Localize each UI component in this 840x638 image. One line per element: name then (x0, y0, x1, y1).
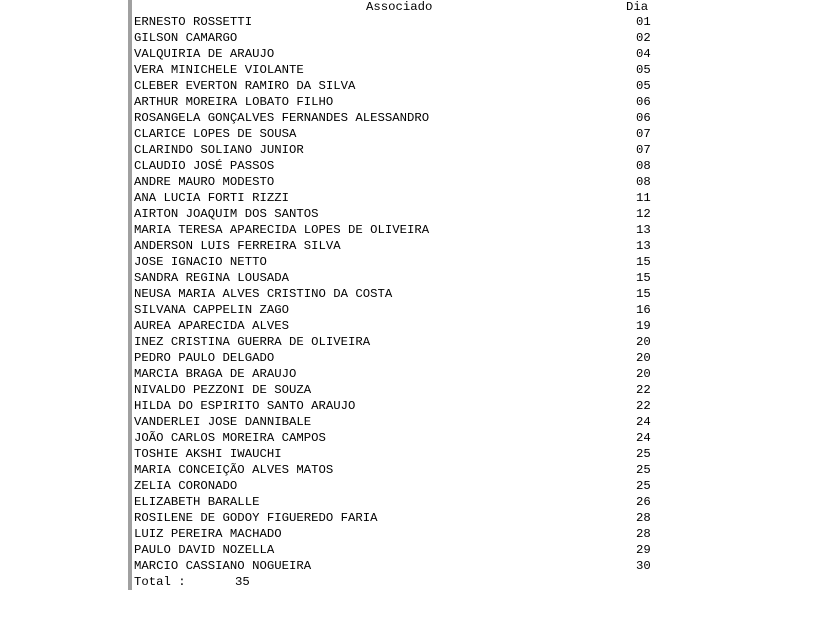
associado-name: ANA LUCIA FORTI RIZZI (134, 191, 289, 205)
dia-value: 20 (636, 367, 651, 381)
dia-value: 24 (636, 431, 651, 445)
dia-value: 08 (636, 159, 651, 173)
associado-name: MARIA TERESA APARECIDA LOPES DE OLIVEIRA (134, 223, 430, 237)
table-row (134, 398, 664, 414)
dia-value: 02 (636, 31, 651, 45)
dia-value: 06 (636, 95, 651, 109)
table-row (134, 350, 664, 366)
table-row (134, 366, 664, 382)
table-row (134, 414, 664, 430)
table-row (134, 302, 664, 318)
column-header-associado: Associado (366, 0, 433, 14)
associado-name: LUIZ PEREIRA MACHADO (134, 527, 282, 541)
dia-value: 07 (636, 143, 651, 157)
dia-value: 30 (636, 559, 651, 573)
table-row (134, 190, 664, 206)
table-row (134, 318, 664, 334)
table-row (134, 542, 664, 558)
associado-name: ANDRE MAURO MODESTO (134, 175, 275, 189)
dia-value: 04 (636, 47, 651, 61)
dia-value: 05 (636, 63, 651, 77)
table-row (134, 46, 664, 62)
associado-name: JOSE IGNACIO NETTO (134, 255, 267, 269)
dia-value: 12 (636, 207, 651, 221)
dia-value: 22 (636, 399, 651, 413)
associado-name: SANDRA REGINA LOUSADA (134, 271, 289, 285)
associado-name: CLARICE LOPES DE SOUSA (134, 127, 297, 141)
associado-name: SILVANA CAPPELIN ZAGO (134, 303, 289, 317)
associado-name: HILDA DO ESPIRITO SANTO ARAUJO (134, 399, 356, 413)
associado-name: ELIZABETH BARALLE (134, 495, 260, 509)
table-row (134, 94, 664, 110)
table-row (134, 206, 664, 222)
table-row (134, 62, 664, 78)
associado-name: PEDRO PAULO DELGADO (134, 351, 275, 365)
table-row (134, 158, 664, 174)
dia-value: 01 (636, 15, 651, 29)
report-header (134, 0, 664, 14)
table-row (134, 558, 664, 574)
table-row (134, 462, 664, 478)
dia-value: 06 (636, 111, 651, 125)
table-row (134, 126, 664, 142)
associado-name: CLARINDO SOLIANO JUNIOR (134, 143, 304, 157)
associado-name: ZELIA CORONADO (134, 479, 238, 493)
left-margin-bar (128, 0, 132, 590)
column-header-dia: Dia (626, 0, 649, 14)
dia-value: 16 (636, 303, 651, 317)
table-row (134, 478, 664, 494)
table-row (134, 334, 664, 350)
associado-name: TOSHIE AKSHI IWAUCHI (134, 447, 282, 461)
associado-name: ROSILENE DE GODOY FIGUEREDO FARIA (134, 511, 378, 525)
total-value: 35 (235, 575, 250, 589)
associado-name: NIVALDO PEZZONI DE SOUZA (134, 383, 312, 397)
associado-name: VANDERLEI JOSE DANNIBALE (134, 415, 312, 429)
dia-value: 20 (636, 351, 651, 365)
table-row (134, 30, 664, 46)
dia-value: 11 (636, 191, 651, 205)
table-row (134, 286, 664, 302)
associado-name: MARCIO CASSIANO NOGUEIRA (134, 559, 312, 573)
associado-name: ANDERSON LUIS FERREIRA SILVA (134, 239, 341, 253)
table-row (134, 510, 664, 526)
table-row (134, 142, 664, 158)
table-row (134, 238, 664, 254)
dia-value: 22 (636, 383, 651, 397)
total-row (134, 574, 664, 590)
table-row (134, 494, 664, 510)
dia-value: 25 (636, 479, 651, 493)
table-row (134, 222, 664, 238)
associado-name: ARTHUR MOREIRA LOBATO FILHO (134, 95, 334, 109)
dia-value: 07 (636, 127, 651, 141)
dia-value: 19 (636, 319, 651, 333)
associado-name: VERA MINICHELE VIOLANTE (134, 63, 304, 77)
dia-value: 20 (636, 335, 651, 349)
dia-value: 15 (636, 255, 651, 269)
associado-name: NEUSA MARIA ALVES CRISTINO DA COSTA (134, 287, 393, 301)
associado-name: ERNESTO ROSSETTI (134, 15, 253, 29)
table-row (134, 446, 664, 462)
associado-name: AIRTON JOAQUIM DOS SANTOS (134, 207, 319, 221)
table-row (134, 110, 664, 126)
table-row (134, 78, 664, 94)
dia-value: 05 (636, 79, 651, 93)
table-row (134, 382, 664, 398)
associado-name: JOÃO CARLOS MOREIRA CAMPOS (134, 431, 326, 445)
associado-name: ROSANGELA GONÇALVES FERNANDES ALESSANDRO (134, 111, 430, 125)
dia-value: 13 (636, 223, 651, 237)
dia-value: 15 (636, 271, 651, 285)
dia-value: 28 (636, 527, 651, 541)
associado-name: VALQUIRIA DE ARAUJO (134, 47, 275, 61)
associado-name: MARCIA BRAGA DE ARAUJO (134, 367, 297, 381)
dia-value: 29 (636, 543, 651, 557)
report-rows (134, 14, 664, 574)
dia-value: 25 (636, 447, 651, 461)
table-row (134, 526, 664, 542)
table-row (134, 254, 664, 270)
dia-value: 15 (636, 287, 651, 301)
dia-value: 26 (636, 495, 651, 509)
total-label: Total : (134, 575, 186, 589)
associado-name: CLAUDIO JOSÉ PASSOS (134, 159, 275, 173)
table-row (134, 174, 664, 190)
associado-name: GILSON CAMARGO (134, 31, 238, 45)
dia-value: 08 (636, 175, 651, 189)
associado-name: MARIA CONCEIÇÃO ALVES MATOS (134, 463, 334, 477)
table-row (134, 14, 664, 30)
dia-value: 25 (636, 463, 651, 477)
associado-name: PAULO DAVID NOZELLA (134, 543, 275, 557)
dia-value: 13 (636, 239, 651, 253)
associado-name: INEZ CRISTINA GUERRA DE OLIVEIRA (134, 335, 371, 349)
table-row (134, 430, 664, 446)
associado-name: AUREA APARECIDA ALVES (134, 319, 289, 333)
table-row (134, 270, 664, 286)
birthday-report (134, 0, 664, 590)
dia-value: 28 (636, 511, 651, 525)
associado-name: CLEBER EVERTON RAMIRO DA SILVA (134, 79, 356, 93)
dia-value: 24 (636, 415, 651, 429)
